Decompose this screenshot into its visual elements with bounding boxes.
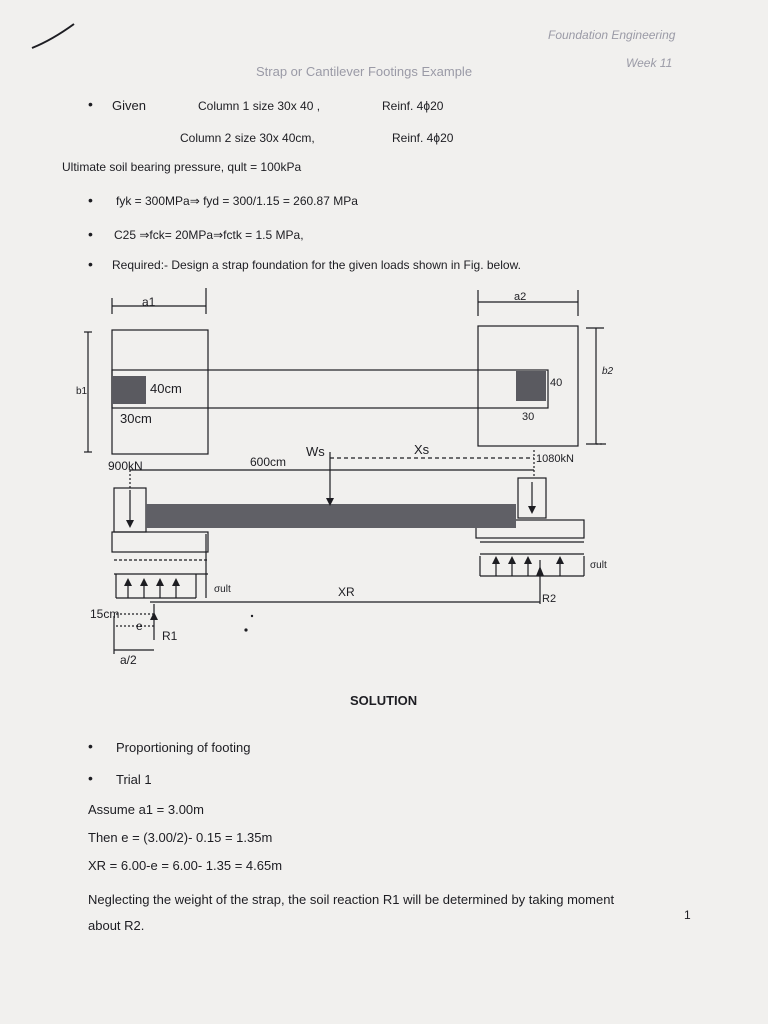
dim-a1: a1 <box>142 295 156 309</box>
sigma1-label: σult <box>214 584 231 595</box>
col2-width-label: 30 <box>522 411 535 423</box>
page-title: Strap or Cantilever Footings Example <box>256 64 473 79</box>
solution-line-2: Then e = (3.00/2)- 0.15 = 1.35m <box>88 830 273 845</box>
solution-line-1: Assume a1 = 3.00m <box>88 802 204 817</box>
column2-size: Column 2 size 30x 40cm, <box>180 131 315 145</box>
soil-bearing-line: Ultimate soil bearing pressure, qult = 100kPa <box>62 160 302 174</box>
bullet-icon: • <box>88 770 93 786</box>
dim-a2: a2 <box>514 291 527 303</box>
bullet-icon: • <box>88 96 93 112</box>
given-label: Given <box>112 98 146 113</box>
bullet-icon: • <box>88 192 93 208</box>
col1-depth-label: 40cm <box>150 381 182 396</box>
load1-label: 900kN <box>108 459 143 473</box>
concrete-grade-line: C25 ⇒fck= 20MPa⇒fctk = 1.5 MPa, <box>114 228 304 242</box>
ws-label: Ws <box>306 444 325 459</box>
col2-depth-label: 40 <box>550 377 563 389</box>
col1-width-label: 30cm <box>120 411 152 426</box>
sigma2-label: σult <box>590 560 607 571</box>
r2-label: R2 <box>542 593 557 605</box>
corner-note-2: Week 11 <box>626 56 673 70</box>
column2-reinf: Reinf. 4ϕ20 <box>392 131 454 145</box>
xs-label: Xs <box>414 442 430 457</box>
solution-heading: SOLUTION <box>350 693 418 708</box>
a-half-label: a/2 <box>120 653 137 667</box>
solution-line-5: about R2. <box>88 918 145 933</box>
column1-reinf: Reinf. 4ϕ20 <box>382 99 444 113</box>
offset-15cm-label: 15cm <box>90 607 120 621</box>
page-number: 1 <box>684 908 691 922</box>
r1-label: R1 <box>162 629 178 643</box>
span-label: 600cm <box>250 455 287 469</box>
bullet-icon: • <box>88 256 93 272</box>
solution-line-4: Neglecting the weight of the strap, the soil reaction R1 will be determined by taking moment <box>88 892 615 907</box>
bullet-icon: • <box>88 738 93 754</box>
required-line: Required:- Design a strap foundation for the given loads shown in Fig. below. <box>112 258 521 272</box>
strap-beam-elevation <box>146 504 516 528</box>
xr-label: XR <box>338 585 355 599</box>
dim-b1: b1 <box>76 386 88 397</box>
column1-plan <box>112 376 146 404</box>
e-label: e <box>136 619 143 633</box>
load2-label: 1080kN <box>536 453 574 465</box>
proportioning-item: Proportioning of footing <box>116 740 251 755</box>
dim-b2: b2 <box>602 366 614 377</box>
corner-note: Foundation Engineering <box>548 28 676 42</box>
solution-line-3: XR = 6.00-e = 6.00- 1.35 = 4.65m <box>88 858 283 873</box>
fy-line: fyk = 300MPa⇒ fyd = 300/1.15 = 260.87 MPa <box>116 194 358 208</box>
trial-item: Trial 1 <box>116 772 152 787</box>
bullet-icon: • <box>88 226 93 242</box>
column2-plan <box>516 371 546 401</box>
column1-size: Column 1 size 30x 40 , <box>198 99 321 113</box>
